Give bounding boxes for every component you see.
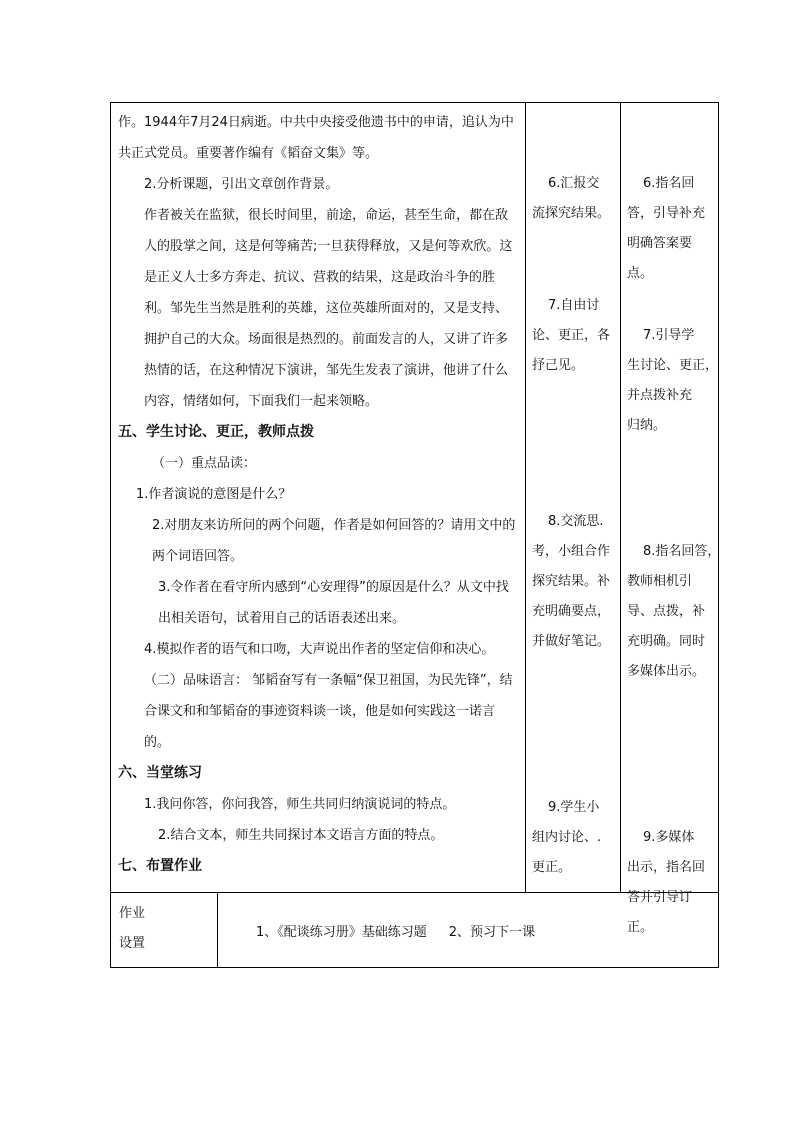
section-heading: 六、当堂练习 [118,765,202,781]
content-paragraph: 1.我问你答，你问我答，师生共同归纳演说词的特点。 [144,797,456,812]
teacher-activity-block [627,537,721,687]
teacher-activity-block [627,169,714,289]
teacher-activity-line: 归纳。 [627,418,667,433]
homework-label-line2: 设置 [119,936,146,951]
teacher-activity-line: 导、点拨，补 [627,604,706,619]
content-paragraph: 4.模拟作者的语气和口吻，大声说出作者的坚定信仰和决心。 [144,642,495,657]
student-activity-line: 组内讨论、. [532,830,602,845]
student-activity-cell [526,103,621,893]
student-activity-line: 探究结果。补 [532,574,611,589]
content-paragraph: （二）品味语言： 邹韬奋写有一条幅“保卫祖国，为民先锋”，结合课文和和邹韬奋的事迹资料谈一谈，他是如何实践这一诺言的。 [144,673,513,750]
section-heading: 七、布置作业 [118,858,202,874]
content-paragraph: 作。1944年7月24日病逝。中共中央接受他遗书中的申请，追认为中共正式党员。重要著作编有《韬奋文集》等。 [118,115,514,161]
teacher-activity-block [627,321,719,441]
content-paragraph: 2.对朋友来访所问的两个问题，作者是如何回答的？请用文中的两个词语回答。 [152,518,516,564]
teacher-activity-line: 7.引导学 [643,328,695,343]
student-activity-block [532,291,616,381]
homework-label [111,893,218,967]
lesson-row [111,103,719,893]
student-activity-line: 充明确要点， [532,604,611,619]
teacher-activity-line: 明确答案要 [627,236,693,251]
teacher-activity-line: 正。 [627,920,654,935]
student-activity-block [532,507,616,657]
student-activity-line: 流探究结果。 [532,206,611,221]
teacher-activity-line: 答，引导补充 [627,206,706,221]
teacher-activity-line: 8.指名回答， [643,544,721,559]
content-paragraph: 作者被关在监狱，很长时间里，前途，命运，甚至生命，都在敌人的股掌之间，这是何等痛苦;一旦获得释放，又是何等欢欣。这是正义人士多方奔走、抗议、营救的结果，这是政治斗争的胜利。邹先生当然是胜利的英雄，这位英雄所面对的，又是支持、拥护自己的大众。场面很是热烈的。前面发言的人，又讲了许多热情的话，在这种情况下演讲，邹先生发表了演讲，他讲了什么内容，情绪如何，下面我们一起来领略。 [144,208,513,409]
teacher-activity-line: 充明确。同时 [627,634,706,649]
content-paragraph: 2.分析课题，引出文章创作背景。 [144,177,339,192]
content-paragraph: （一）重点品读： [152,456,257,471]
content-paragraph: 2.结合文本，师生共同探讨本文语言方面的特点。 [158,828,444,843]
student-activity-block [532,793,616,883]
content-paragraph: 1.作者演说的意图是什么？ [136,487,292,502]
teacher-activity-line: 出示，指名回 [627,860,706,875]
content-paragraph: 3.令作者在看守所内感到“心安理得”的原因是什么？从文中找出相关语句，试着用自己的话语表述出来。 [158,580,509,626]
section-heading: 五、学生讨论、更正，教师点拨 [118,424,314,440]
homework-item-1: 1、《配谈练习册》基础练习题 [256,924,427,940]
student-activity-line: 并做好笔记。 [532,634,611,649]
student-activity-line: 考，小组合作 [532,544,611,559]
teacher-activity-block [627,823,714,943]
teacher-activity-line: 6.指名回 [643,176,695,191]
student-activity-line: 更正。 [532,860,572,875]
student-activity-line: 6.汇报交 [548,176,600,191]
teacher-activity-line: 教师相机引 [627,574,693,589]
student-activity-line: 7.自由讨 [548,298,600,313]
student-activity-line: 8.交流思. [548,514,604,529]
student-activity-line: 抒己见。 [532,358,585,373]
teaching-content [118,107,519,882]
teaching-content-cell [111,103,526,893]
teacher-activity-line: 生讨论、更正， [627,358,719,373]
student-activity-line: 论、更正，各 [532,328,611,343]
homework-label-line1: 作业 [119,906,146,921]
teacher-activity-line: 多媒体出示。 [627,664,706,679]
teacher-activity-line: 点。 [627,266,654,281]
student-activity-block [532,169,616,229]
homework-item-2: 2、预习下一课 [448,924,536,940]
teacher-activity-line: 并点拨补充 [627,388,693,403]
teacher-activity-cell [621,103,721,935]
lesson-plan-table [110,102,719,968]
student-activity-line: 9.学生小 [548,800,600,815]
teacher-activity-line: 9.多媒体 [643,830,695,845]
teacher-activity-line: 答并引导订 [627,890,693,905]
